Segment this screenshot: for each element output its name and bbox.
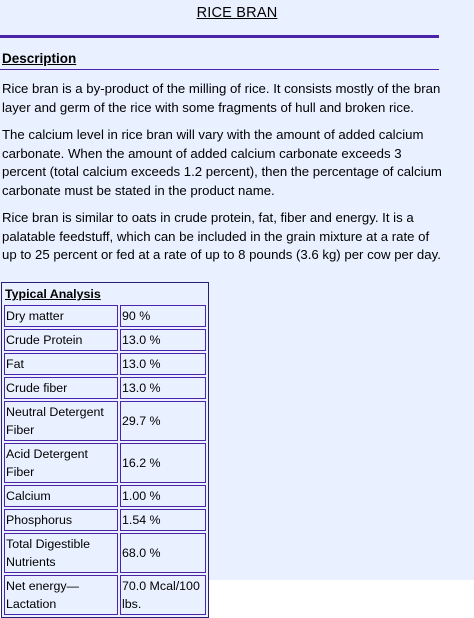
row-label: Crude Protein — [4, 329, 118, 351]
row-value: 70.0 Mcal/100 lbs. — [120, 575, 206, 615]
row-label: Neutral Detergent Fiber — [4, 401, 118, 441]
row-value: 90 % — [120, 305, 206, 327]
section-divider — [0, 69, 439, 70]
section-heading: Description — [2, 51, 77, 66]
table-row — [4, 377, 206, 399]
row-value: 29.7 % — [120, 401, 206, 441]
row-value: 13.0 % — [120, 329, 206, 351]
row-label: Total Digestible Nutrients — [4, 533, 118, 573]
table-row — [4, 401, 206, 441]
typical-analysis-table — [1, 282, 209, 618]
row-label: Net energy—Lactation — [4, 575, 118, 615]
row-value: 16.2 % — [120, 443, 206, 483]
table-row — [4, 443, 206, 483]
table-caption: Typical Analysis — [5, 287, 101, 301]
table-row — [4, 533, 206, 573]
row-label: Crude fiber — [4, 377, 118, 399]
row-value: 1.00 % — [120, 485, 206, 507]
table-row — [4, 485, 206, 507]
row-value: 1.54 % — [120, 509, 206, 531]
table-row — [4, 353, 206, 375]
table-row — [4, 305, 206, 327]
row-value: 13.0 % — [120, 377, 206, 399]
table-row — [4, 329, 206, 351]
table-caption-row — [4, 285, 206, 303]
page-title: RICE BRAN — [196, 5, 278, 21]
row-label: Calcium — [4, 485, 118, 507]
row-value: 68.0 % — [120, 533, 206, 573]
table-row — [4, 575, 206, 615]
row-label: Fat — [4, 353, 118, 375]
row-label: Phosphorus — [4, 509, 118, 531]
title-bar — [0, 0, 474, 26]
row-value: 13.0 % — [120, 353, 206, 375]
description-paragraph-2: The calcium level in rice bran will vary with the amount of added calcium carbonate. When the amount of added calcium carbonate exceeds 3 percent (total calcium exceeds 1.2 percent), then the percentage of calcium carbonate must be stated in the product name. — [2, 127, 442, 198]
table-row — [4, 509, 206, 531]
description-paragraph-1: Rice bran is a by-product of the milling of rice. It consists mostly of the bran layer and germ of the rice with some fragments of hull and broken rice. — [2, 81, 441, 115]
row-label: Acid Detergent Fiber — [4, 443, 118, 483]
row-label: Dry matter — [4, 305, 118, 327]
title-divider — [0, 35, 439, 38]
description-paragraph-3: Rice bran is similar to oats in crude protein, fat, fiber and energy. It is a palatable feedstuff, which can be included in the grain mixture at a rate of up to 25 percent or fed at a rate of up to 8 pounds (3.6 kg) per cow per day. — [2, 210, 441, 262]
